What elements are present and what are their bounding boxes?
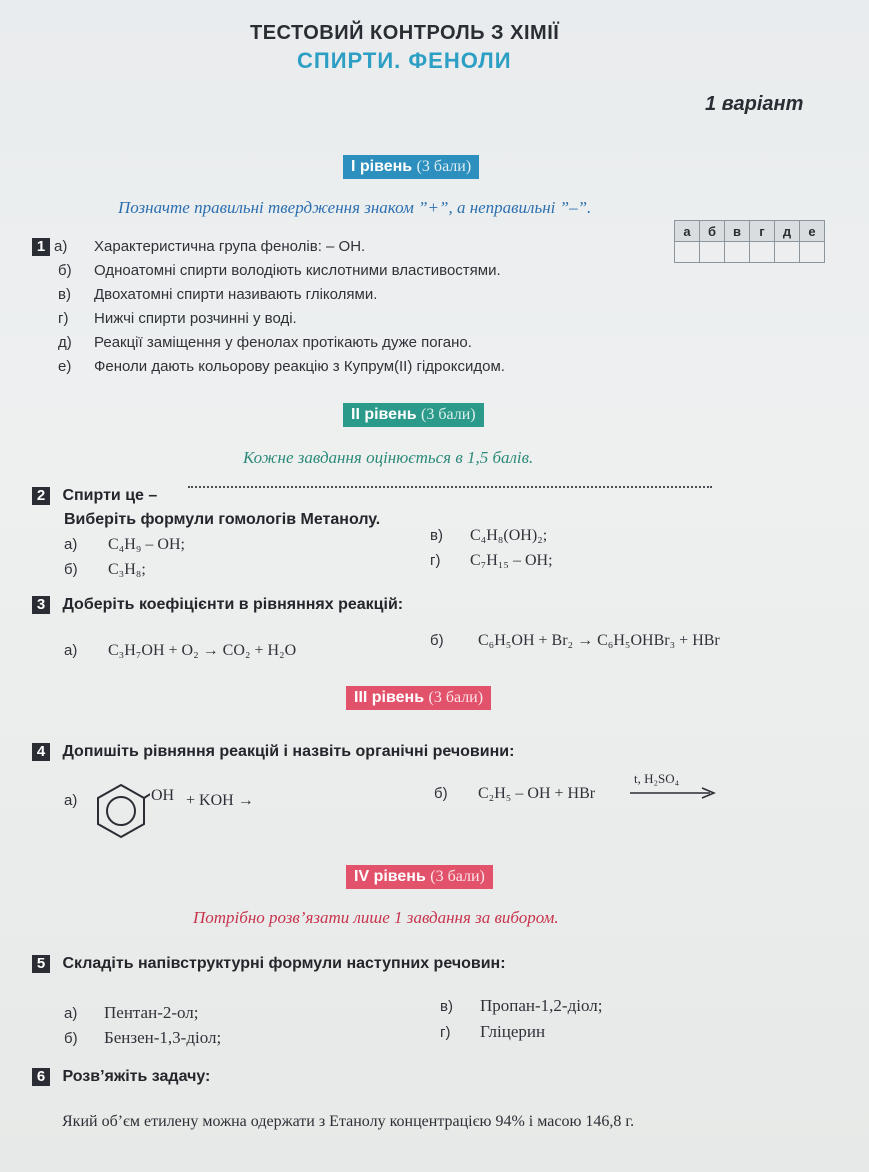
formula: C₇H₁₅ – OH; bbox=[470, 552, 553, 569]
question-number: 6 bbox=[32, 1068, 50, 1086]
option-text: Одноатомні спирти володіють кислотними властивостями. bbox=[94, 262, 501, 279]
option-text: Нижчі спирти розчинні у воді. bbox=[94, 310, 297, 327]
q3-title bbox=[32, 596, 403, 614]
q2-option-v bbox=[430, 527, 547, 545]
option-letter: в) bbox=[430, 527, 443, 544]
hydroxyl-group: OH bbox=[151, 787, 175, 804]
option-text: Пентан-2-ол; bbox=[104, 1003, 199, 1022]
option-letter: в) bbox=[58, 286, 71, 303]
option-letter: а) bbox=[54, 238, 68, 255]
equation: C₂H₅ – OH + HBr bbox=[478, 785, 596, 802]
option-letter: а) bbox=[64, 1005, 78, 1022]
q5-option-a bbox=[64, 1003, 199, 1023]
answer-line[interactable] bbox=[188, 486, 712, 488]
level-2-badge bbox=[343, 403, 484, 427]
q1-option-g bbox=[58, 310, 297, 327]
option-letter: б) bbox=[430, 632, 444, 649]
q6-title bbox=[32, 1068, 210, 1086]
q3-equation-b bbox=[430, 632, 720, 650]
q4-equation-a-rest: + KOH → bbox=[186, 792, 254, 809]
q5-title bbox=[32, 955, 506, 973]
q4-letter-a: а) bbox=[64, 792, 78, 809]
q1-option-a bbox=[32, 238, 365, 256]
level-4-points: (3 бали) bbox=[430, 868, 485, 885]
option-text: Гліцерин bbox=[480, 1022, 546, 1041]
equation: C₆H₅OH + Br₂ → C₆H₅OHBr₃ + HBr bbox=[478, 632, 720, 649]
formula: C₃H₈; bbox=[108, 561, 146, 578]
q2-prompt bbox=[32, 487, 157, 505]
option-letter: г) bbox=[430, 552, 441, 569]
q1-option-e bbox=[58, 358, 505, 375]
level-3-label: ІІІ рівень bbox=[354, 689, 425, 706]
q6-title-text: Розв’яжіть задачу: bbox=[62, 1068, 211, 1085]
answer-cell[interactable] bbox=[675, 242, 700, 263]
q5-title-text: Складіть напівструктурні формули наступних речовин: bbox=[62, 955, 506, 972]
q2-option-a bbox=[64, 536, 185, 554]
equation: C₃H₇OH + O₂ → CO₂ + H₂O bbox=[108, 642, 297, 659]
option-letter: в) bbox=[440, 998, 453, 1015]
answer-grid bbox=[674, 220, 825, 263]
q1-option-b bbox=[58, 262, 501, 279]
answer-header: д bbox=[775, 221, 800, 242]
option-text: Реакції заміщення у фенолах протікають дуже погано. bbox=[94, 334, 472, 351]
q4-title bbox=[32, 743, 514, 761]
reaction-arrow-icon bbox=[630, 787, 716, 799]
level-4-label: IV рівень bbox=[354, 868, 426, 885]
level-3-badge bbox=[346, 686, 491, 710]
level-4-badge bbox=[346, 865, 493, 889]
answer-cell[interactable] bbox=[750, 242, 775, 263]
answer-header: а bbox=[675, 221, 700, 242]
answer-cell[interactable] bbox=[725, 242, 750, 263]
option-text: Характеристична група фенолів: – OH. bbox=[94, 238, 366, 255]
level-2-label: ІІ рівень bbox=[351, 406, 417, 423]
question-number: 4 bbox=[32, 743, 50, 761]
q2-option-g bbox=[430, 552, 553, 570]
reaction-condition: t, H₂SO₄ bbox=[634, 771, 680, 786]
q4-title-text: Допишіть рівняння реакцій і назвіть органічні речовини: bbox=[62, 743, 515, 760]
test-title: ТЕСТОВИЙ КОНТРОЛЬ З ХІМІЇ bbox=[250, 22, 560, 44]
question-number: 5 bbox=[32, 955, 50, 973]
q5-option-g bbox=[440, 1022, 545, 1042]
answer-cell[interactable] bbox=[700, 242, 725, 263]
option-letter: д) bbox=[58, 334, 72, 351]
option-text: Пропан-1,2-діол; bbox=[480, 996, 603, 1015]
q1-option-v bbox=[58, 286, 377, 303]
answer-header: е bbox=[800, 221, 825, 242]
q2-prompt-text: Спирти це – bbox=[62, 487, 158, 504]
answer-header: г bbox=[750, 221, 775, 242]
level-1-label: І рівень bbox=[351, 158, 413, 175]
q1-option-d bbox=[58, 334, 472, 351]
q2-option-b bbox=[64, 561, 146, 579]
formula: C₄H₉ – OH; bbox=[108, 536, 185, 553]
option-letter: г) bbox=[58, 310, 69, 327]
q4-equation-b bbox=[434, 785, 595, 803]
q3-equation-a bbox=[64, 642, 296, 660]
question-number: 3 bbox=[32, 596, 50, 614]
level-2-instruction: Кожне завдання оцінюється в 1,5 балів. bbox=[243, 448, 534, 467]
question-number: 2 bbox=[32, 487, 50, 505]
option-letter: б) bbox=[64, 1030, 78, 1047]
option-letter: г) bbox=[440, 1024, 451, 1041]
benzene-ring-icon bbox=[92, 782, 150, 840]
test-subtitle: СПИРТИ. ФЕНОЛИ bbox=[297, 48, 512, 73]
q3-title-text: Доберіть коефіцієнти в рівняннях реакцій: bbox=[62, 596, 404, 613]
option-text: Феноли дають кольорову реакцію з Купрум(II) гідроксидом. bbox=[94, 358, 505, 375]
level-1-badge bbox=[343, 155, 479, 179]
level-4-instruction: Потрібно розв’язати лише 1 завдання за вибором. bbox=[193, 908, 559, 927]
option-letter: е) bbox=[58, 358, 72, 375]
answer-cell[interactable] bbox=[800, 242, 825, 263]
option-text: Бензен-1,3-діол; bbox=[104, 1028, 222, 1047]
level-2-points: (3 бали) bbox=[421, 406, 476, 423]
question-number: 1 bbox=[32, 238, 50, 256]
level-1-points: (3 бали) bbox=[416, 158, 472, 175]
option-letter: б) bbox=[64, 561, 78, 578]
option-letter: а) bbox=[64, 536, 78, 553]
q6-problem-text: Який об’єм етилену можна одержати з Етанолу концентрацією 94% і масою 146,8 г. bbox=[62, 1113, 635, 1130]
option-letter: а) bbox=[64, 642, 78, 659]
option-letter: б) bbox=[434, 785, 448, 802]
answer-header: б bbox=[700, 221, 725, 242]
variant-label: 1 варіант bbox=[705, 93, 804, 115]
formula: C₄H₈(OH)₂; bbox=[470, 527, 548, 544]
option-letter: б) bbox=[58, 262, 72, 279]
q5-option-b bbox=[64, 1028, 221, 1048]
q2-title: Виберіть формули гомологів Метанолу. bbox=[64, 511, 381, 528]
q5-option-v bbox=[440, 996, 602, 1016]
answer-header: в bbox=[725, 221, 750, 242]
answer-cell[interactable] bbox=[775, 242, 800, 263]
option-text: Двохатомні спирти називають гліколями. bbox=[94, 286, 378, 303]
level-1-instruction: Позначте правильні твердження знаком ”+”, а неправильні ”–”. bbox=[118, 198, 592, 217]
level-3-points: (3 бали) bbox=[428, 689, 484, 706]
